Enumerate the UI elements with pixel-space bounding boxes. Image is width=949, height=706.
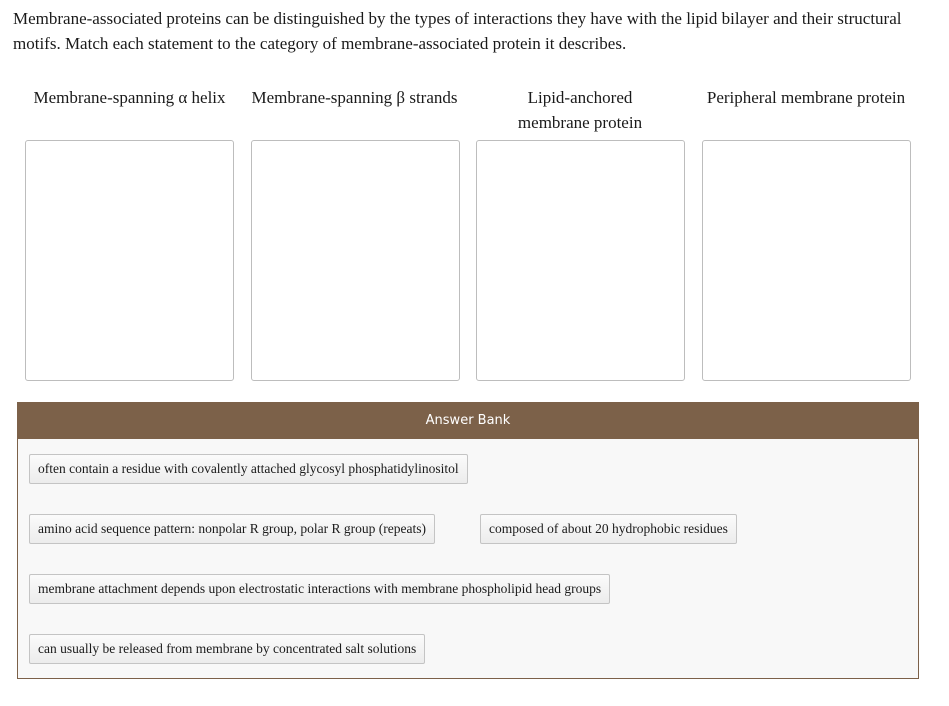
- category-label-alpha-helix: Membrane-spanning α helix: [33, 88, 226, 107]
- answer-bank-title: Answer Bank: [18, 403, 918, 439]
- category-label-lipid-anchored: Lipid-anchored membrane protein: [517, 88, 643, 132]
- answer-chip-alternating-pattern[interactable]: amino acid sequence pattern: nonpolar R group, polar R group (repeats): [29, 514, 435, 544]
- drop-zone-peripheral[interactable]: [702, 140, 911, 381]
- answer-chip-gpi-anchor[interactable]: often contain a residue with covalently attached glycosyl phosphatidylinositol: [29, 454, 468, 484]
- answer-bank: [17, 402, 919, 679]
- drop-zone-lipid-anchored[interactable]: [476, 140, 685, 381]
- drop-zone-beta-strands[interactable]: [251, 140, 460, 381]
- category-label-peripheral: Peripheral membrane protein: [706, 88, 906, 107]
- category-label-beta-strands: Membrane-spanning β strands: [251, 88, 458, 107]
- question-text: Membrane-associated proteins can be distinguished by the types of interactions they have with the lipid bilayer and their structural motifs. Match each statement to the category of membrane-associated protein it describes.: [13, 9, 902, 53]
- answer-chip-electrostatic[interactable]: membrane attachment depends upon electrostatic interactions with membrane phospholipid head groups: [29, 574, 610, 604]
- drop-zone-alpha-helix[interactable]: [25, 140, 234, 381]
- answer-chip-salt-release[interactable]: can usually be released from membrane by concentrated salt solutions: [29, 634, 425, 664]
- answer-chip-hydrophobic-residues[interactable]: composed of about 20 hydrophobic residues: [480, 514, 737, 544]
